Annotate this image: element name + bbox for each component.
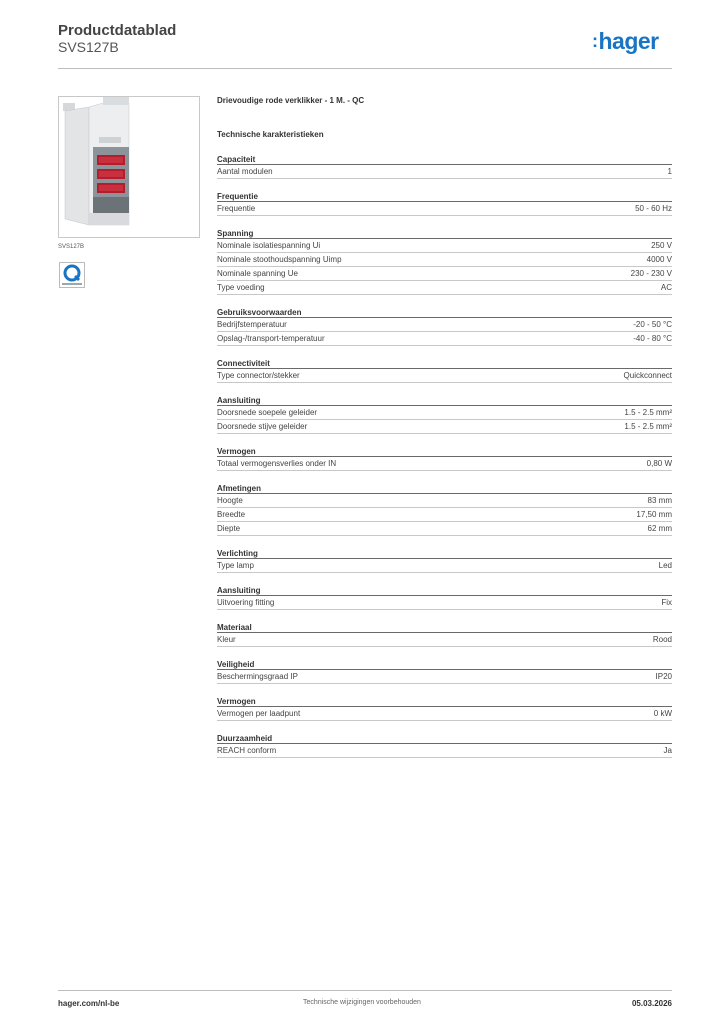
spec-value: 62 mm bbox=[647, 524, 672, 533]
spec-row bbox=[217, 706, 672, 721]
spec-value: IP20 bbox=[655, 672, 672, 681]
spec-value: 250 V bbox=[651, 241, 672, 250]
spec-label: Nominale isolatiespanning Ui bbox=[217, 241, 321, 250]
section-title: Veiligheid bbox=[217, 660, 255, 669]
section-title: Frequentie bbox=[217, 192, 258, 201]
spec-row bbox=[217, 405, 672, 420]
spec-row bbox=[217, 317, 672, 332]
spec-value: 1 bbox=[667, 167, 672, 176]
section-title: Gebruiksvoorwaarden bbox=[217, 308, 302, 317]
modular-device-icon bbox=[59, 97, 199, 237]
spec-label: Type connector/stekker bbox=[217, 371, 300, 380]
spec-label: Doorsnede soepele geleider bbox=[217, 408, 318, 417]
spec-label: Hoogte bbox=[217, 496, 243, 505]
spec-row bbox=[217, 332, 672, 346]
spec-value: -20 - 50 °C bbox=[633, 320, 672, 329]
spec-section bbox=[217, 359, 672, 383]
spec-row bbox=[217, 522, 672, 536]
spec-row bbox=[217, 164, 672, 179]
spec-row bbox=[217, 558, 672, 573]
spec-row bbox=[217, 368, 672, 383]
footer-divider bbox=[58, 990, 672, 991]
spec-row bbox=[217, 669, 672, 684]
spec-value: 1.5 - 2.5 mm² bbox=[624, 422, 672, 431]
spec-row bbox=[217, 201, 672, 216]
spec-row bbox=[217, 508, 672, 522]
spec-value: Led bbox=[658, 561, 672, 570]
spec-label: Nominale stoothoudspanning Uimp bbox=[217, 255, 342, 264]
spec-row bbox=[217, 493, 672, 508]
quality-badge-icon bbox=[59, 262, 85, 288]
spec-section bbox=[217, 586, 672, 610]
spec-value: 4000 V bbox=[646, 255, 672, 264]
spec-value: 230 - 230 V bbox=[630, 269, 672, 278]
spec-value: Fix bbox=[661, 598, 672, 607]
footer-website[interactable]: hager.com/nl-be bbox=[58, 999, 120, 1008]
spec-label: Vermogen per laadpunt bbox=[217, 709, 301, 718]
image-caption: SVS127B bbox=[58, 244, 85, 250]
spec-value: AC bbox=[660, 283, 672, 292]
spec-section bbox=[217, 396, 672, 434]
spec-label: Doorsnede stijve geleider bbox=[217, 422, 308, 431]
header-divider bbox=[58, 68, 672, 69]
hager-logo: :hager bbox=[592, 28, 659, 54]
spec-row bbox=[217, 267, 672, 281]
spec-value: 0,80 W bbox=[646, 459, 672, 468]
spec-label: Opslag-/transport-temperatuur bbox=[217, 334, 325, 343]
spec-label: Type voeding bbox=[217, 283, 265, 292]
spec-label: Diepte bbox=[217, 524, 241, 533]
page-title: Productdatablad bbox=[58, 22, 177, 39]
spec-content bbox=[217, 96, 672, 758]
section-title: Verlichting bbox=[217, 549, 258, 558]
spec-section bbox=[217, 229, 672, 295]
spec-value: Ja bbox=[663, 746, 672, 755]
specs-heading: Technische karakteristieken bbox=[217, 130, 324, 139]
product-description: Drievoudige rode verklikker - 1 M. - QC bbox=[217, 96, 365, 105]
spec-row bbox=[217, 238, 672, 253]
section-title: Afmetingen bbox=[217, 484, 261, 493]
spec-value: 17,50 mm bbox=[636, 510, 672, 519]
spec-label: REACH conform bbox=[217, 746, 277, 755]
spec-section bbox=[217, 484, 672, 536]
spec-label: Aantal modulen bbox=[217, 167, 273, 176]
footer-date: 05.03.2026 bbox=[631, 999, 672, 1008]
spec-value: -40 - 80 °C bbox=[633, 334, 672, 343]
spec-row bbox=[217, 253, 672, 267]
footer-notice: Technische wijzigingen voorbehouden bbox=[303, 999, 421, 1006]
spec-sections bbox=[217, 155, 672, 758]
product-image bbox=[58, 96, 200, 238]
spec-label: Uitvoering fitting bbox=[217, 598, 275, 607]
section-title: Aansluiting bbox=[217, 396, 261, 405]
spec-value: 1.5 - 2.5 mm² bbox=[624, 408, 672, 417]
product-code: SVS127B bbox=[58, 39, 119, 55]
spec-value: 83 mm bbox=[647, 496, 672, 505]
spec-row bbox=[217, 595, 672, 610]
section-title: Aansluiting bbox=[217, 586, 261, 595]
spec-section bbox=[217, 734, 672, 758]
spec-value: Rood bbox=[652, 635, 672, 644]
section-title: Spanning bbox=[217, 229, 254, 238]
section-title: Capaciteit bbox=[217, 155, 256, 164]
spec-value: Quickconnect bbox=[623, 371, 672, 380]
spec-section bbox=[217, 447, 672, 471]
spec-section bbox=[217, 623, 672, 647]
section-title: Duurzaamheid bbox=[217, 734, 273, 743]
spec-row bbox=[217, 420, 672, 434]
spec-label: Type lamp bbox=[217, 561, 254, 570]
spec-section bbox=[217, 155, 672, 179]
spec-section bbox=[217, 697, 672, 721]
spec-section bbox=[217, 549, 672, 573]
section-title: Vermogen bbox=[217, 447, 256, 456]
spec-label: Kleur bbox=[217, 635, 236, 644]
spec-label: Bedrijfstemperatuur bbox=[217, 320, 287, 329]
spec-section bbox=[217, 192, 672, 216]
section-title: Connectiviteit bbox=[217, 359, 270, 368]
spec-label: Breedte bbox=[217, 510, 246, 519]
spec-label: Frequentie bbox=[217, 204, 256, 213]
spec-row bbox=[217, 743, 672, 758]
spec-row bbox=[217, 632, 672, 647]
spec-row bbox=[217, 281, 672, 295]
spec-value: 0 kW bbox=[653, 709, 672, 718]
spec-row bbox=[217, 456, 672, 471]
spec-label: Totaal vermogensverlies onder IN bbox=[217, 459, 337, 468]
spec-section bbox=[217, 308, 672, 346]
spec-label: Nominale spanning Ue bbox=[217, 269, 298, 278]
spec-section bbox=[217, 660, 672, 684]
section-title: Materiaal bbox=[217, 623, 252, 632]
spec-value: 50 - 60 Hz bbox=[635, 204, 672, 213]
section-title: Vermogen bbox=[217, 697, 256, 706]
spec-label: Beschermingsgraad IP bbox=[217, 672, 298, 681]
